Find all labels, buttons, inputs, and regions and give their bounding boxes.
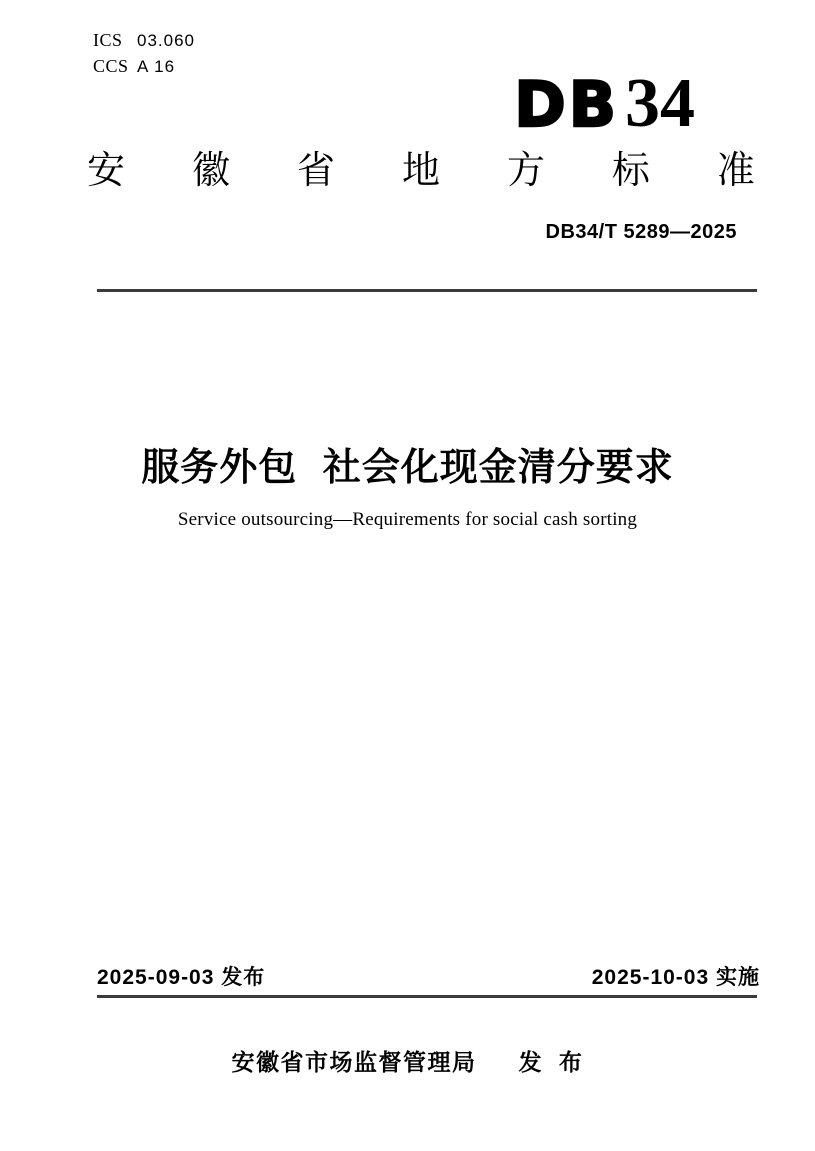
issue-date: 2025-09-03 发布 — [97, 966, 266, 989]
publisher-line — [0, 1048, 815, 1076]
ccs-value: A 16 — [137, 57, 176, 76]
standard-document-number: DB34/T 5289—2025 — [545, 221, 737, 243]
db34-logo-prefix: DB — [514, 68, 619, 141]
ics-label: ICS — [93, 30, 123, 50]
header-rule-line — [97, 289, 757, 292]
classification-codes — [93, 30, 195, 82]
ics-code-row — [93, 30, 195, 56]
date-row — [97, 965, 760, 991]
heading-char: 标 — [611, 150, 650, 192]
db34-logo-region-number: 34 — [625, 65, 695, 142]
db34-logo — [514, 64, 695, 144]
heading-char: 徽 — [191, 150, 230, 192]
standard-title-chinese: 服务外包 社会化现金清分要求 — [141, 447, 674, 489]
ccs-code-row — [93, 56, 195, 82]
standard-title-english: Service outsourcing—Requirements for social cash sorting — [177, 509, 638, 530]
heading-char: 准 — [716, 150, 755, 192]
heading-char: 省 — [296, 150, 335, 192]
footer-rule-line — [97, 995, 757, 998]
publish-action-label: 发 布 — [518, 1049, 584, 1075]
heading-char: 安 — [87, 150, 126, 192]
implement-date: 2025-10-03 实施 — [591, 966, 760, 989]
provincial-standard-heading — [87, 150, 755, 192]
heading-char: 地 — [401, 150, 440, 192]
ccs-label: CCS — [93, 56, 129, 76]
heading-char: 方 — [506, 150, 545, 192]
ics-value: 03.060 — [137, 31, 195, 50]
publisher-name: 安徽省市场监督管理局 — [231, 1049, 477, 1075]
